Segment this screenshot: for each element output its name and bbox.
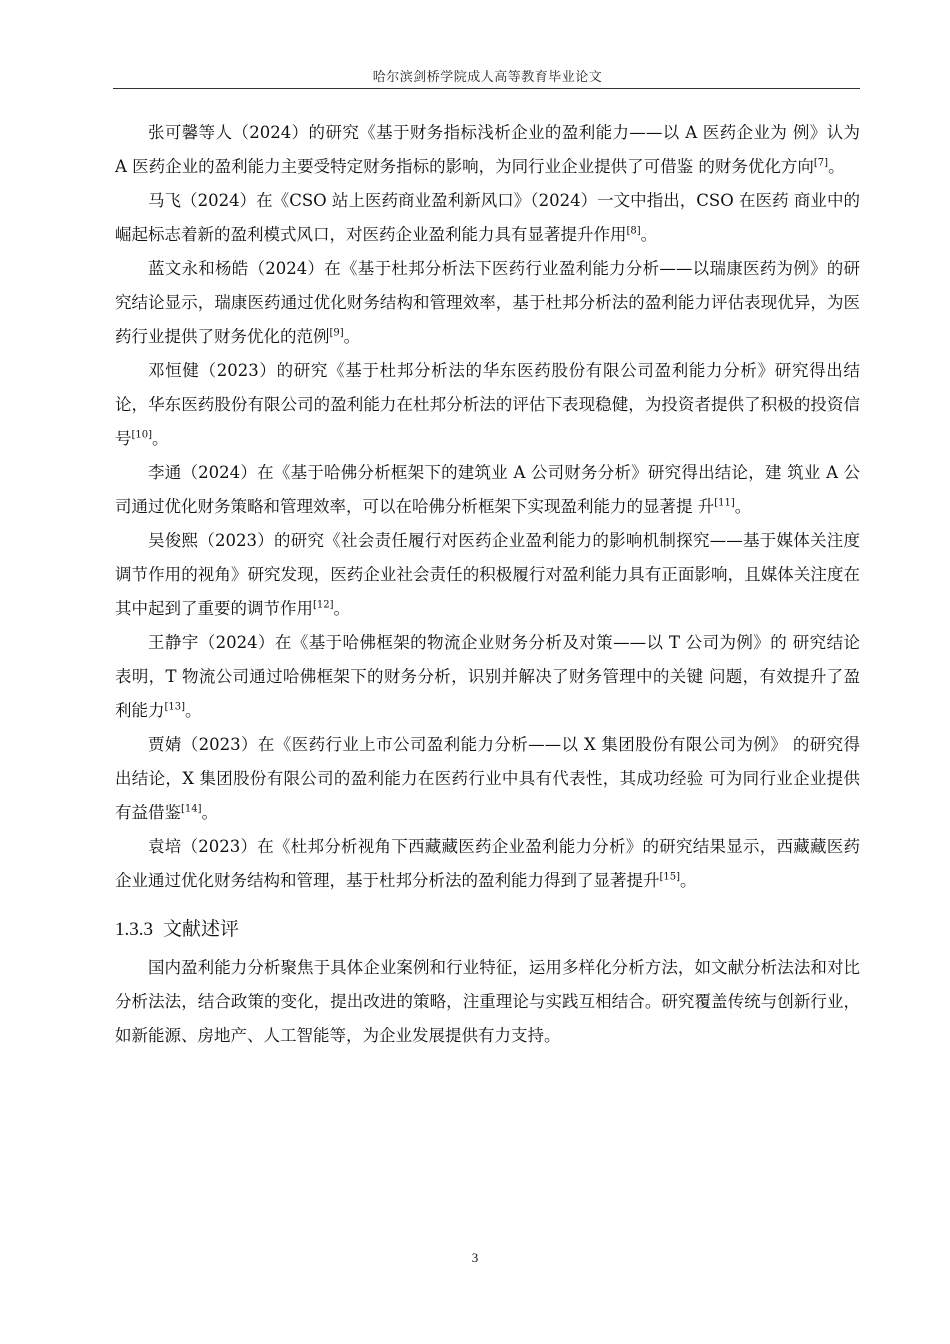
citation-mark: [7] — [813, 157, 829, 169]
paragraph-text: 贾婧（2023）在《医药行业上市公司盈利能力分析——以 X 集团股份有限公司为例》 的研究得出结论，X 集团股份有限公司的盈利能力在医药行业中具有代表性，其成功经验 可为同行业企业提供有益借鉴 — [115, 735, 860, 822]
paragraph-end: 。 — [152, 429, 169, 448]
paragraph-text: 马飞（2024）在《CSO 站上医药商业盈利新风口》（2024）一文中指出，CSO 在医药 商业中的崛起标志着新的盈利模式风口，对医药企业盈利能力具有显著提升作用 — [115, 191, 860, 244]
paragraph-end: 。 — [640, 225, 658, 244]
citation-mark: [8] — [626, 225, 641, 237]
header-divider — [113, 88, 860, 89]
document-header: 哈尔滨剑桥学院成人高等教育毕业论文 — [372, 70, 603, 85]
paragraph-end: 。 — [201, 803, 219, 822]
paragraph-ref-7 — [115, 116, 860, 184]
paragraph-end: 。 — [333, 599, 351, 618]
citation-mark: [11] — [714, 497, 735, 509]
paragraph-text: 蓝文永和杨皓（2024）在《基于杜邦分析法下医药行业盈利能力分析——以瑞康医药为例》的研究结论显示，瑞康医药通过优化财务结构和管理效率，基于杜邦分析法的盈利能力评估表现优异，为医药行业提供了财务优化的范例 — [115, 259, 860, 346]
section-title-text: 文献述评 — [163, 918, 240, 940]
paragraph-text: 袁培（2023）在《杜邦分析视角下西藏藏医药企业盈利能力分析》的研究结果显示，西藏藏医药企业通过优化财务结构和管理，基于杜邦分析法的盈利能力得到了显著提升 — [115, 837, 860, 890]
paragraph-ref-11 — [115, 456, 860, 524]
paragraph-ref-10 — [115, 354, 860, 456]
paragraph-text: 吴俊熙（2023）的研究《社会责任履行对医药企业盈利能力的影响机制探究——基于媒体关注度调节作用的视角》研究发现，医药企业社会责任的积极履行对盈利能力具有正面影响，且媒体关注度在其中起到了重要的调节作用 — [115, 531, 860, 618]
paragraph-text: 张可馨等人（2024）的研究《基于财务指标浅析企业的盈利能力——以 A 医药企业为 例》认为 A 医药企业的盈利能力主要受特定财务指标的影响，为同行业企业提供了可借鉴 的财务优化方向 — [115, 123, 860, 176]
section-heading — [115, 912, 860, 947]
paragraph-text: 李通（2024）在《基于哈佛分析框架下的建筑业 A 公司财务分析》研究得出结论，建 筑业 A 公司通过优化财务策略和管理效率，可以在哈佛分析框架下实现盈利能力的显著提 升 — [115, 463, 860, 516]
paragraph-end: 。 — [734, 497, 752, 516]
citation-mark: [10] — [131, 429, 153, 441]
citation-mark: [15] — [659, 871, 681, 883]
paragraph-ref-14 — [115, 728, 860, 830]
citation-mark: [13] — [164, 701, 186, 713]
paragraph-ref-15 — [115, 830, 860, 898]
paragraph-end: 。 — [680, 871, 697, 890]
document-body — [115, 116, 860, 1053]
literature-review-paragraph: 国内盈利能力分析聚焦于具体企业案例和行业特征，运用多样化分析方法，如文献分析法法和对比分析法法，结合政策的变化，提出改进的策略，注重理论与实践互相结合。研究覆盖传统与创新行业，如新能源、房地产、人工智能等，为企业发展提供有力支持。 — [115, 958, 860, 1045]
paragraph-ref-8 — [115, 184, 860, 252]
section-number: 1.3.3 — [115, 919, 153, 940]
page-number: 3 — [471, 1250, 479, 1265]
citation-mark: [14] — [181, 803, 202, 815]
paragraph-end: 。 — [185, 701, 202, 720]
paragraph-end: 。 — [343, 327, 361, 346]
paragraph-end: 。 — [828, 157, 845, 176]
paragraph-ref-12 — [115, 524, 860, 626]
paragraph-ref-13 — [115, 626, 860, 728]
paragraph-text: 王静宇（2024）在《基于哈佛框架的物流企业财务分析及对策——以 T 公司为例》的 研究结论表明，T 物流公司通过哈佛框架下的财务分析，识别并解决了财务管理中的关键 问题，有效提升了盈利能力 — [115, 633, 860, 720]
paragraph-text: 邓恒健（2023）的研究《基于杜邦分析法的华东医药股份有限公司盈利能力分析》研究得出结论，华东医药股份有限公司的盈利能力在杜邦分析法的评估下表现稳健，为投资者提供了积极的投资信号 — [115, 361, 860, 448]
paragraph-ref-9 — [115, 252, 860, 354]
citation-mark: [9] — [329, 327, 344, 339]
citation-mark: [12] — [313, 599, 334, 611]
